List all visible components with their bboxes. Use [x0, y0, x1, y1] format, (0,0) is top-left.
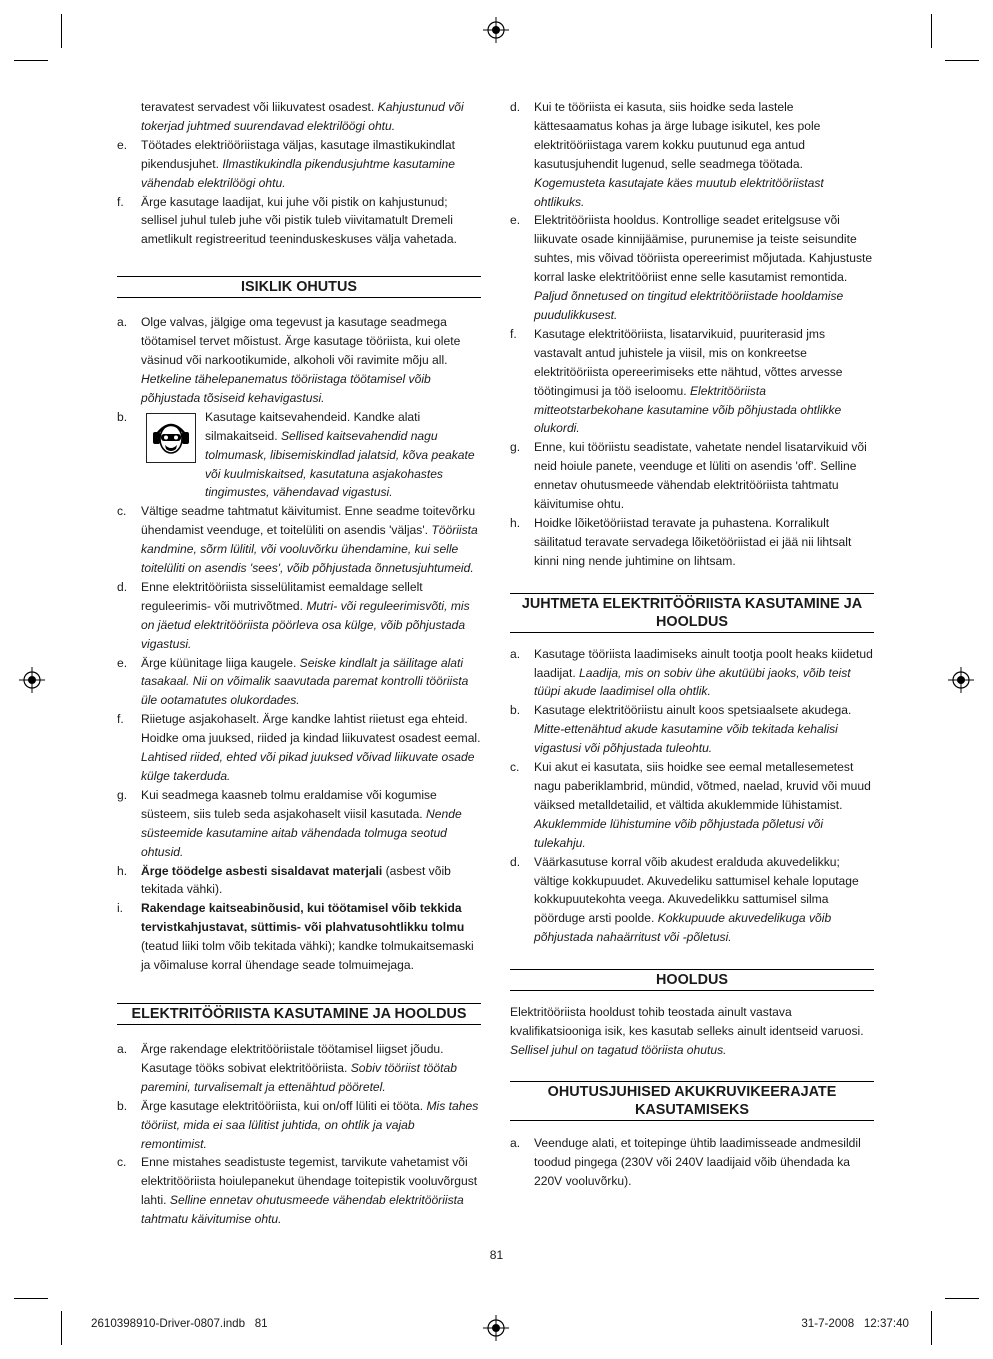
list-item: a. Kasutage tööriista laadimiseks ainult tootja poolt heaks kiidetud laadijat. Laadija, mis on sobiv ühe akutüübi jaoks, võib teist tüüpi akude laadimisel olla ohtlik.	[510, 646, 873, 699]
list-item: f. Ärge kasutage laadijat, kui juhe või pistik on kahjustunud; sellisel juhul tuleb juhe või pistik tuleb viivitamatult Dremeli ametlikult registreeritud teeninduskeskuses välja vahetada.	[117, 194, 457, 247]
list-item: i. Rakendage kaitseabinõusid, kui töötamisel võib tekkida tervistkahjustavat, süttimis- või plahvatusohtlikku tolmu (teatud liiki tolm võib tekitada vähki); kandke tolmukaitsemaski ja võimaluse korral ühendage seade tolmuimejaga.	[117, 901, 474, 973]
list-item: h. Ärge töödelge asbesti sisaldavat materjali (asbest võib tekitada vähki).	[117, 863, 451, 897]
list-item: c. Kui akut ei kasutata, siis hoidke see eemal metallesemetest nagu paberiklambrid, mündid, võtmed, naelad, kruvid või muud väiksed metalldetailid, et vältida akuklemmide lühistamist. Akuklemmide lühistumine võib põhjustada põletusi või tulekahju.	[510, 760, 871, 850]
list-item: c. Vältige seadme tahtmatut käivitumist. Enne seadme toitevõrku ühendamist veenduge, et toitelüliti on asendis 'väljas'. Tööriista kandmine, sõrm lülitil, või vooluvõrku ühendamine, kui selle toitelüliti on asendis 'sees', võib põhjustada õnnetusjuhtumeid.	[117, 504, 478, 576]
section-heading-personal-safety: ISIKLIK OHUTUS	[117, 276, 481, 298]
crop-mark	[945, 60, 979, 61]
registration-mark-icon	[483, 1315, 509, 1341]
section-heading-driver-safety: OHUTUSJUHISED AKUKRUVIKEERAJATE KASUTAMISEKS	[510, 1081, 874, 1121]
section-heading-service: HOOLDUS	[510, 969, 874, 991]
crop-mark	[14, 1298, 48, 1299]
registration-mark-icon	[483, 17, 509, 43]
list-item: b. Kasutage elektritööriistu ainult koos spetsiaalsete akudega. Mitte-ettenähtud akude kasutamine võib tekitada kehalisi vigastusi või põhjustada tuleohtu.	[510, 703, 852, 756]
section-heading-cordless: JUHTMETA ELEKTRITÖÖRIISTA KASUTAMINE JA HOOLDUS	[510, 593, 874, 633]
registration-mark-icon	[19, 667, 45, 693]
service-paragraph: Elektritööriista hooldust tohib teostada ainult vastava kvalifikatsiooniga isik, kes kasutab selleks ainult identseid varuosi. Sellisel juhul on tagatud tööriista ohutus.	[510, 1005, 864, 1057]
list-item: a. Veenduge alati, et toitepinge ühtib laadimisseade andmesildil toodud pingega (230V või 240V laadijaid võib ühendada ka 220V vooluvõrku).	[510, 1135, 861, 1188]
list-item: e. Ärge küünitage liiga kaugele. Seiske kindlalt ja säilitage alati tasakaal. Nii on võimalik saavutada paremat kontrolli tööriista üle ootamatutes olukordades.	[117, 655, 469, 708]
list-item: f. Riietuge asjakohaselt. Ärge kandke lahtist riietust ega ehteid. Hoidke oma juuksed, riided ja kindad liikuvatest osadest eemal. Lahtised riided, ehted või pikad juuksed võivad liikuvate osade külge takerduda.	[117, 712, 481, 783]
left-column	[117, 98, 481, 1229]
list-item: c. Enne mistahes seadistuste tegemist, tarvikute vahetamist või elektritööriista hoiulepanekut ühendage toitepistik vooluvõrgust lahti. Selline ennetav ohutusmeede vähendab elektritööriista tahtmatu käivitumise ohtu.	[117, 1155, 478, 1227]
list-item: e. Elektritööriista hooldus. Kontrollige seadet eritelgsuse või liikuvate osade kinnijäämise, purunemise ja teiste seisundite suhtes, mis võivad tööriista opereerimist mõjutada. Kahjustuste korral laske elektritööriist enne selle kasutamist remontida. Paljud õnnetused on tingitud elektritööriistade hooldamise puudulikkusest.	[510, 213, 873, 322]
crop-mark	[14, 60, 48, 61]
crop-mark	[931, 1311, 932, 1345]
footer-file-info: 2610398910-Driver-0807.indb 81	[91, 1317, 268, 1330]
safety-gear-icon	[146, 413, 196, 463]
list-item: d. Kui te tööriista ei kasuta, siis hoidke seda lastele kättesaamatus kohas ja ärge lubage isikutel, kes pole elektritööriistaga varem kokku puutunud ega antud kasutusjuhendit lugenud, selle seadmega töötada. Kogemusteta kasutajate käes muutub elektritööriistast ohtlikuks.	[510, 100, 824, 209]
crop-mark	[931, 14, 932, 48]
footer-date-info: 31-7-2008 12:37:40	[801, 1317, 909, 1330]
crop-mark	[61, 1311, 62, 1345]
section-heading-tool-use: ELEKTRITÖÖRIISTA KASUTAMINE JA HOOLDUS	[117, 1003, 481, 1025]
list-item: d. Väärkasutuse korral võib akudest eralduda akuvedelikku; vältige kokkupuudet. Akuvedeliku sattumisel kehale loputage kokkupuutekohta veega. Akuvedelikku sattumisel silma pöörduge arsti poolde. Kokkupuude akuvedelikuga võib põhjustada nahaärritust või -põletusi.	[510, 854, 859, 945]
list-item: d. Enne elektritööriista sisselülitamist eemaldage sellelt reguleerimis- või mutrivõtmed. Mutri- või reguleerimisvõti, mis on jäetud elektritööriista pöörleva osa külge, võib põhjustada vigastusi.	[117, 579, 470, 651]
list-item: a. Olge valvas, jälgige oma tegevust ja kasutage seadmega töötamisel tervet mõistust. Ärge kasutage tööriista, kui olete väsinud või narkootikumide, alkoholi või ravimite mõju all. Hetkeline tähelepanematus tööriistaga töötamisel võib põhjustada tõsiseid kehavigastusi.	[117, 315, 461, 405]
list-item-with-icon: b. Kasutage kaitsevahendeid. Kandke alati silmakaitseid. Sellised kaitsevahendid nagu tolmumask, libisemiskindlad jalatsid, kõva peakate või kuulmiskaitsed, kasutatuna asjakohastes tingimustes, vähendavad vigastusi.	[117, 409, 475, 500]
list-item: g. Enne, kui tööriistu seadistate, vahetate nendel lisatarvikuid või neid hoiule panete, veenduge et lüliti on asendis 'off'. Selline ennetav ohutusmeede vähendab elektritööriista tahtmatu käivitumise ohtu.	[510, 440, 867, 512]
list-item: f. Kasutage elektritööriista, lisatarvikuid, puuriterasid jms vastavalt antud juhistele ja viisil, mis on konkreetse elektritööriista opereerimiseks ette nähtud, võttes arvesse töötingimusi ja töö iseloomu. Elektritööriista mitteotstarbekohane kasutamine võib põhjustada ohtlikke olukordi.	[510, 326, 843, 436]
right-column	[510, 98, 874, 1191]
crop-mark	[61, 14, 62, 48]
page-number: 81	[489, 1248, 504, 1262]
list-item: e. Töötades elektriööriistaga väljas, kasutage ilmastikukindlat pikendusjuhet. Ilmastikukindla pikendusjuhtme kasutamine vähendab elektrilöögi ohtu.	[117, 137, 455, 190]
crop-mark	[945, 1298, 979, 1299]
intro-paragraph: teravatest servadest või liikuvatest osadest. Kahjustunud või tokerjad juhtmed suurendavad elektrilöögi ohtu.	[141, 100, 464, 133]
list-item: a. Ärge rakendage elektritööriistale töötamisel liigset jõudu. Kasutage tööks sobivat elektritööriista. Sobiv tööriist töötab paremini, turvalisemalt ja ettenähtud pööretel.	[117, 1041, 457, 1094]
list-item: h. Hoidke lõiketööriistad teravate ja puhastena. Korralikult säilitatud teravate servadega lõiketööriistad ei jää nii lihtsalt kinni ning nende juhtimine on lihtsam.	[510, 515, 852, 568]
list-item: b. Ärge kasutage elektritööriista, kui on/off lüliti ei tööta. Mis tahes tööriist, mida ei saa lülitist juhtida, on ohtlik ja vajab remontimist.	[117, 1098, 479, 1151]
registration-mark-icon	[948, 667, 974, 693]
list-item: g. Kui seadmega kaasneb tolmu eraldamise või kogumise süsteem, siis tuleb seda asjakohaselt viisil kasutada. Nende süsteemide kasutamine aitab vähendada tolmuga seotud ohtusid.	[117, 787, 462, 859]
